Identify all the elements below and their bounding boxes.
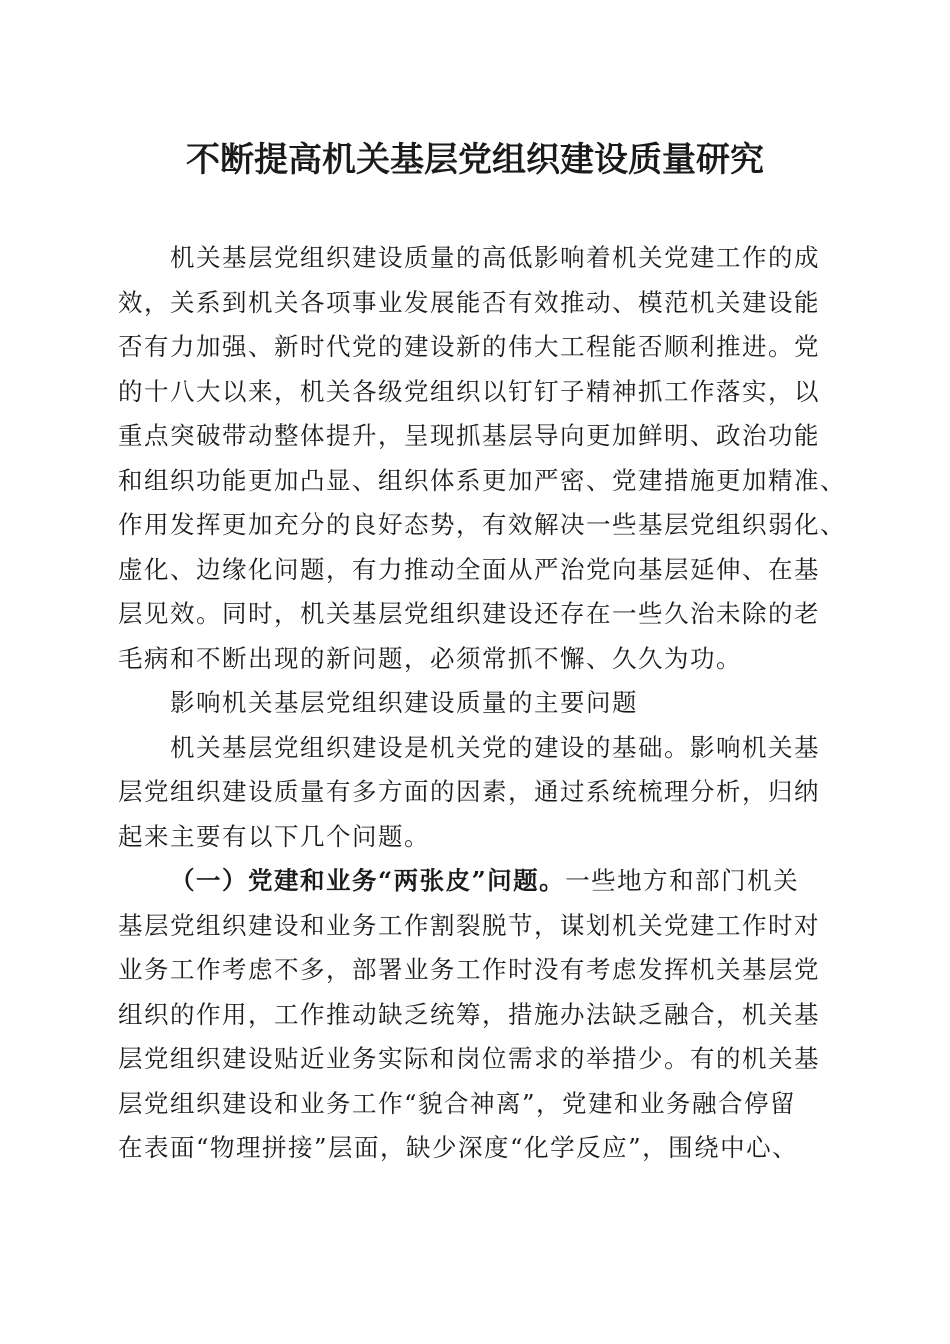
paragraph-line: 效，关系到机关各项事业发展能否有效推动、模范机关建设能 [118,287,820,317]
paragraph-line: 机关基层党组织建设质量的高低影响着机关党建工作的成 [170,243,820,272]
section-heading: 影响机关基层党组织建设质量的主要问题 [170,688,638,717]
paragraph-line: 层党组织建设质量有多方面的因素，通过系统梳理分析，归纳 [118,777,820,806]
paragraph-line: 在表面“物理拼接”层面，缺少深度“化学反应”，围绕中心、 [118,1133,799,1162]
paragraph-line: 业务工作考虑不多，部署业务工作时没有考虑发挥机关基层党 [118,955,820,984]
document-title: 不断提高机关基层党组织建设质量研究 [186,140,764,180]
document-body [118,236,846,1171]
paragraph-line: 层党组织建设和业务工作“貌合神离”，党建和业务融合停留 [118,1088,797,1118]
paragraph-line: 层见效。同时，机关基层党组织建设还存在一些久治未除的老 [118,599,820,628]
paragraph-line: 基层党组织建设和业务工作割裂脱节，谋划机关党建工作时对 [118,910,820,940]
paragraph-line: 机关基层党组织建设是机关党的建设的基础。影响机关基 [170,732,820,762]
paragraph-line: 虚化、边缘化问题，有力推动全面从严治党向基层延伸、在基 [118,554,820,584]
paragraph-line: 组织的作用，工作推动缺乏统筹，措施办法缺乏融合，机关基 [118,999,820,1029]
paragraph-line: 的十八大以来，机关各级党组织以钉钉子精神抓工作落实，以 [118,376,820,406]
subsection-heading: （一）党建和业务“两张皮”问题。 [170,866,566,895]
paragraph-line: 作用发挥更加充分的良好态势，有效解决一些基层党组织弱化、 [118,510,846,539]
paragraph-line: 起来主要有以下几个问题。 [118,821,430,851]
paragraph-line: 否有力加强、新时代党的建设新的伟大工程能否顺利推进。党 [118,332,820,361]
paragraph-text: 一些地方和部门机关 [565,866,800,895]
paragraph-line [118,859,838,904]
paragraph-line: 层党组织建设贴近业务实际和岗位需求的举措少。有的机关基 [118,1044,820,1073]
paragraph-line: 和组织功能更加凸显、组织体系更加严密、党建措施更加精准、 [118,465,846,495]
paragraph-line: 重点突破带动整体提升，呈现抓基层导向更加鲜明、政治功能 [118,421,820,450]
paragraph-line: 毛病和不断出现的新问题，必须常抓不懈、久久为功。 [118,643,742,673]
